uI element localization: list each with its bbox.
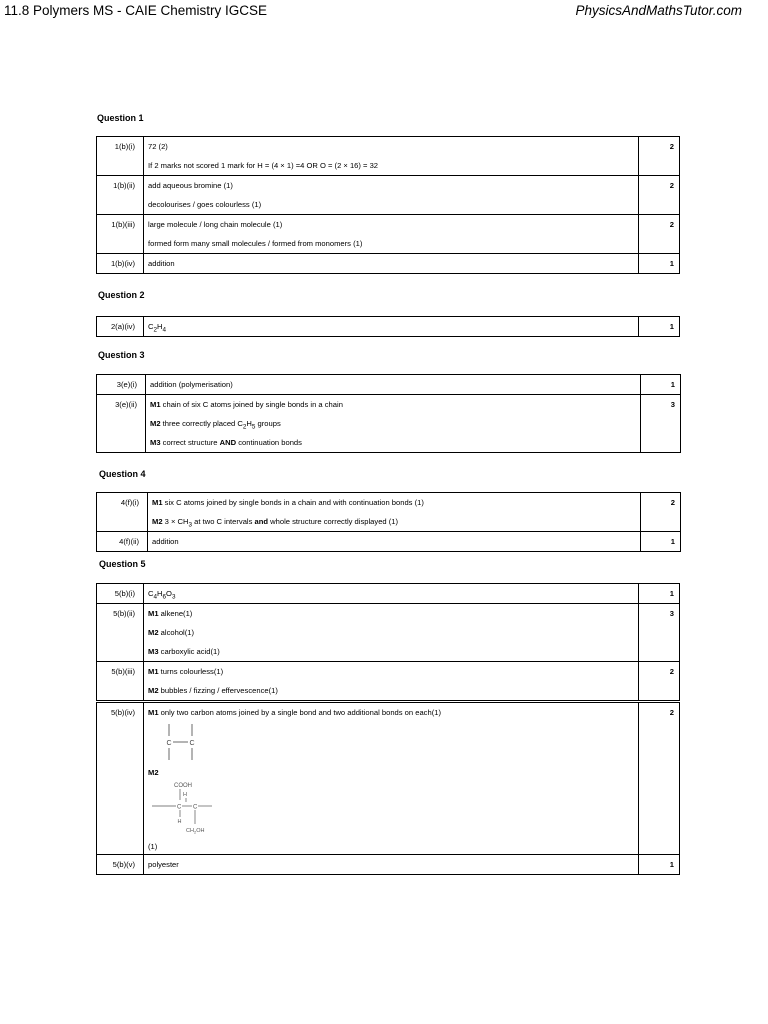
carbon-atom-label: C <box>189 740 195 747</box>
question-ref: 3(e)(i) <box>97 375 146 395</box>
answer-cell: addition <box>148 532 641 552</box>
table-row <box>97 317 680 337</box>
structure-diagram-2 <box>144 780 638 840</box>
structure-diagram-1 <box>144 722 638 766</box>
carbon-atom-label: C <box>193 804 198 811</box>
table-row <box>97 254 680 274</box>
table-row <box>97 395 681 453</box>
answer-line: (1) <box>148 842 158 851</box>
carbon-atom-label: C <box>166 740 172 747</box>
answer-line: add aqueous bromine (1) <box>148 181 233 190</box>
mark-cell: 1 <box>639 855 680 875</box>
mark-cell: 1 <box>641 375 681 395</box>
question-ref: 3(e)(ii) <box>97 395 146 453</box>
question-ref: 5(b)(ii) <box>97 604 144 662</box>
answer-cell <box>144 584 639 604</box>
formula-text: $C_4H_6O_3$ <box>148 589 176 601</box>
answer-line: If 2 marks not scored 1 mark for H = (4 × 1) =4 OR O = (2 × 16) = 32 <box>148 161 379 170</box>
answer-cell <box>144 317 639 337</box>
answer-cell <box>144 662 639 701</box>
question-3-table-b <box>96 394 681 453</box>
document-header-title: 11.8 Polymers MS - CAIE Chemistry IGCSE <box>4 3 268 18</box>
answer-line: M1 turns colourless(1) <box>148 667 224 676</box>
carbon-atom-label: C <box>177 804 182 811</box>
question-2-table <box>96 316 680 337</box>
question-ref: 5(b)(iii) <box>97 662 144 701</box>
answer-cell <box>148 493 641 532</box>
document-header-source: PhysicsAndMathsTutor.com <box>575 3 742 18</box>
answer-line: 72 (2) <box>148 142 168 151</box>
question-ref: 4(f)(ii) <box>97 532 148 552</box>
question-ref: 5(b)(iv) <box>97 703 144 855</box>
answer-line: M2 <box>148 768 159 777</box>
hydrogen-atom-label: H <box>183 792 187 798</box>
answer-line: M1 alkene(1) <box>148 609 193 618</box>
answer-cell: polyester <box>144 855 639 875</box>
mark-cell: 2 <box>639 176 680 215</box>
table-row <box>97 703 680 855</box>
question-ref: 1(b)(iv) <box>97 254 144 274</box>
table-row <box>97 176 680 215</box>
mark-cell: 2 <box>641 493 681 532</box>
mark-cell: 2 <box>639 137 680 176</box>
answer-cell <box>144 604 639 662</box>
table-row <box>97 493 681 532</box>
cooh-group-label: COOH <box>174 783 192 789</box>
mark-cell: 2 <box>639 215 680 254</box>
answer-line: M2 three correctly placed $C_2H_5$ groups <box>150 419 281 431</box>
mark-cell: 2 <box>639 703 680 855</box>
answer-line: large molecule / long chain molecule (1) <box>148 220 283 229</box>
question-ref: 1(b)(ii) <box>97 176 144 215</box>
mark-cell: 2 <box>639 662 680 701</box>
question-ref: 4(f)(i) <box>97 493 148 532</box>
answer-cell <box>146 395 641 453</box>
table-row <box>97 215 680 254</box>
mark-cell: 1 <box>639 254 680 274</box>
table-row <box>97 532 681 552</box>
answer-cell <box>144 137 639 176</box>
question-ref: 5(b)(v) <box>97 855 144 875</box>
question-1-table <box>96 136 680 274</box>
ch2oh-group-label: $CH_2OH$ <box>186 828 205 835</box>
question-ref: 1(b)(i) <box>97 137 144 176</box>
question-ref: 2(a)(iv) <box>97 317 144 337</box>
answer-line: decolourises / goes colourless (1) <box>148 200 262 209</box>
answer-line: M2 bubbles / fizzing / effervescence(1) <box>148 686 278 695</box>
answer-line: addition <box>148 259 175 268</box>
answer-cell <box>144 176 639 215</box>
table-row <box>97 662 680 701</box>
table-row <box>97 855 680 875</box>
mark-cell: 1 <box>639 317 680 337</box>
answer-line: M1 chain of six C atoms joined by single bonds in a chain <box>150 400 343 409</box>
question-1-heading: Question 1 <box>97 113 144 123</box>
mark-cell: 3 <box>641 395 681 453</box>
table-row <box>97 137 680 176</box>
answer-cell <box>144 254 639 274</box>
question-5-table-b <box>96 702 680 875</box>
question-4-heading: Question 4 <box>99 469 146 479</box>
question-ref: 5(b)(i) <box>97 584 144 604</box>
question-5-table-a <box>96 583 680 701</box>
question-5-heading: Question 5 <box>99 559 146 569</box>
question-4-table <box>96 492 681 552</box>
answer-line: M2 $3 \times CH_3$ at two C intervals and whole structure correctly displayed (1) <box>152 517 399 529</box>
table-row <box>97 604 680 662</box>
question-2-heading: Question 2 <box>98 290 145 300</box>
answer-cell <box>144 215 639 254</box>
answer-line: M1 six C atoms joined by single bonds in a chain and with continuation bonds (1) <box>152 498 424 507</box>
answer-line: formed form many small molecules / formed from monomers (1) <box>148 239 363 248</box>
mark-cell: 1 <box>639 584 680 604</box>
mark-cell: 1 <box>641 532 681 552</box>
hydrogen-atom-label: H <box>177 819 182 825</box>
question-3-table-a <box>96 374 681 395</box>
table-row <box>97 584 680 604</box>
table-row <box>97 375 681 395</box>
mark-cell: 3 <box>639 604 680 662</box>
question-ref: 1(b)(iii) <box>97 215 144 254</box>
answer-cell <box>144 703 639 855</box>
answer-cell: addition (polymerisation) <box>146 375 641 395</box>
formula-text: $C_2H_4$ <box>148 322 167 334</box>
answer-line: M3 correct structure AND continuation bonds <box>150 438 302 447</box>
answer-line: M3 carboxylic acid(1) <box>148 647 220 656</box>
question-3-heading: Question 3 <box>98 350 145 360</box>
answer-line: M2 alcohol(1) <box>148 628 195 637</box>
answer-line: M1 only two carbon atoms joined by a single bond and two additional bonds on each(1) <box>148 708 441 717</box>
